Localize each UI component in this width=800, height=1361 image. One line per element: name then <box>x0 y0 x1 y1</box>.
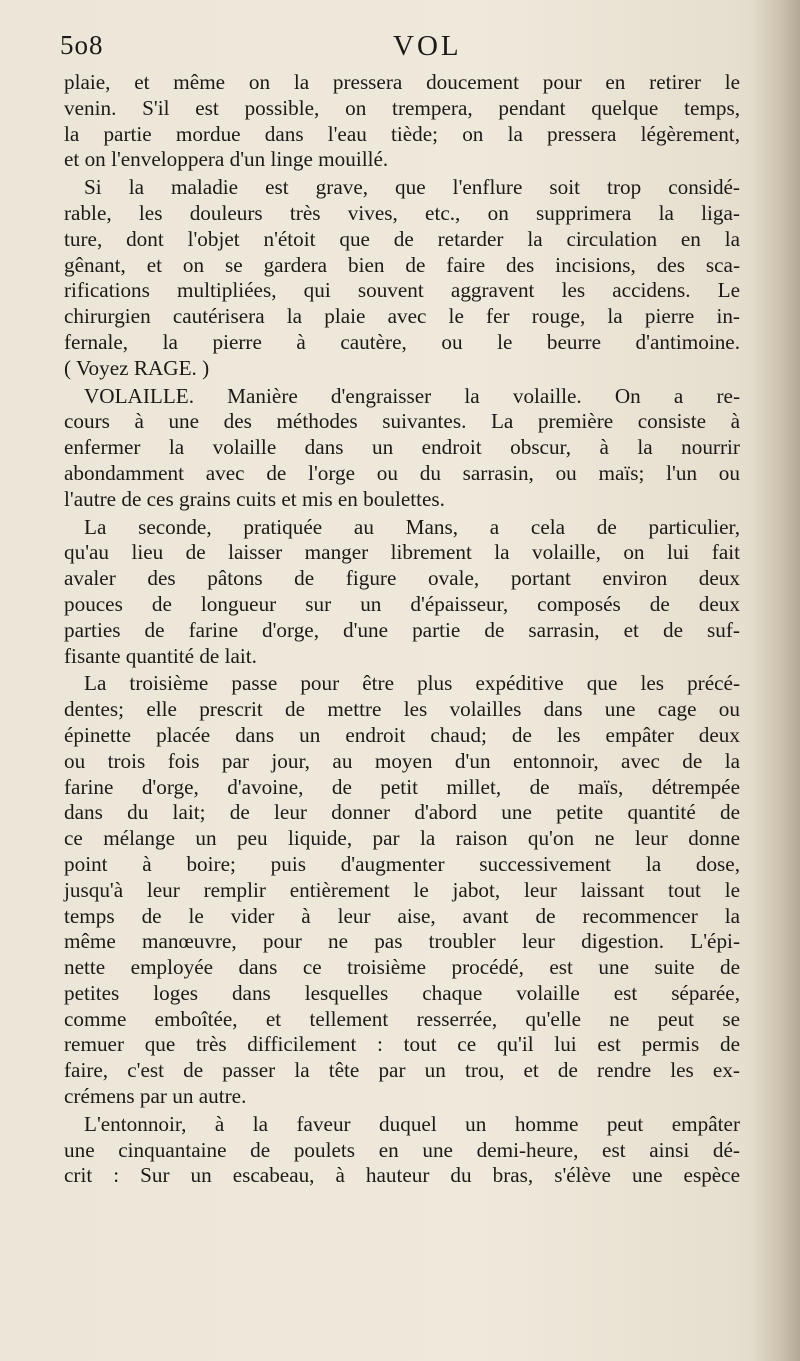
text-line: épinette placée dans un endroit chaud; de les empâter deux <box>64 722 740 747</box>
text-line: L'entonnoir, à la faveur duquel un homme peut empâter <box>84 1111 740 1136</box>
text-line: cours à une des méthodes suivantes. La première consiste à <box>64 409 740 434</box>
text-line: parties de farine d'orge, d'une partie de sarrasin, et de suf- <box>64 617 740 642</box>
running-head: VOL <box>393 30 462 62</box>
text-line: rifications multipliées, qui souvent aggravent les accidens. Le <box>64 278 740 303</box>
paragraph <box>64 1112 740 1189</box>
text-line: jusqu'à leur remplir entièrement le jabot, leur laissant tout le <box>64 877 740 902</box>
text-line: La troisième passe pour être plus expéditive que les précé- <box>84 671 740 696</box>
text-line: temps de le vider à leur aise, avant de recommencer la <box>64 903 740 928</box>
text-line: et on l'enveloppera d'un linge mouillé. <box>64 147 389 172</box>
text-line: ce mélange un peu liquide, par la raison qu'on ne leur donne <box>64 826 740 851</box>
text-line: ( Voyez RAGE. ) <box>64 355 210 380</box>
text-line: fisante quantité de lait. <box>64 643 257 668</box>
text-line: l'autre de ces grains cuits et mis en boulettes. <box>64 486 445 511</box>
text-line: point à boire; puis d'augmenter successivement la dose, <box>64 851 740 876</box>
text-line: dans du lait; de leur donner d'abord une petite quantité de <box>64 800 740 825</box>
text-line: même manœuvre, pour ne pas troubler leur digestion. L'épi- <box>64 929 740 954</box>
paragraph <box>64 384 740 513</box>
text-line: enfermer la volaille dans un endroit obscur, à la nourrir <box>64 435 740 460</box>
text-line: gênant, et on se gardera bien de faire des incisions, des sca- <box>64 252 740 277</box>
paragraph <box>64 515 740 670</box>
text-line: pouces de longueur sur un d'épaisseur, composés de deux <box>64 591 740 616</box>
text-line: avaler des pâtons de figure ovale, portant environ deux <box>64 566 740 591</box>
page-spine-shadow <box>752 0 800 1361</box>
text-line: Si la maladie est grave, que l'enflure soit trop considé- <box>84 175 740 200</box>
text-line: rable, les douleurs très vives, etc., on supprimera la liga- <box>64 200 740 225</box>
text-line: plaie, et même on la pressera doucement pour en retirer le <box>64 70 740 94</box>
text-line: nette employée dans ce troisième procédé, est une suite de <box>64 955 740 980</box>
paragraph <box>64 70 740 173</box>
text-line: remuer que très difficilement : tout ce qu'il lui est permis de <box>64 1032 740 1057</box>
text-line: VOLAILLE. Manière d'engraisser la volaille. On a re- <box>84 383 740 408</box>
text-line: faire, c'est de passer la tête par un trou, et de rendre les ex- <box>64 1058 740 1083</box>
page-header <box>60 26 740 66</box>
text-line: fernale, la pierre à cautère, ou le beurre d'antimoine. <box>64 329 740 354</box>
text-line: une cinquantaine de poulets en une demi-heure, est ainsi dé- <box>64 1137 740 1162</box>
text-line: petites loges dans lesquelles chaque volaille est séparée, <box>64 980 740 1005</box>
text-line: la partie mordue dans l'eau tiède; on la pressera légèrement, <box>64 121 740 146</box>
text-line: qu'au lieu de laisser manger librement la volaille, on lui fait <box>64 540 740 565</box>
text-line: ou trois fois par jour, au moyen d'un entonnoir, avec de la <box>64 748 740 773</box>
text-line: dentes; elle prescrit de mettre les volailles dans une cage ou <box>64 697 740 722</box>
text-line: farine d'orge, d'avoine, de petit millet, de maïs, détrempée <box>64 774 740 799</box>
text-line: ture, dont l'objet n'étoit que de retarder la circulation en la <box>64 226 740 251</box>
text-line: comme emboîtée, et tellement resserrée, qu'elle ne peut se <box>64 1006 740 1031</box>
text-line: venin. S'il est possible, on trempera, pendant quelque temps, <box>64 95 740 120</box>
body-text <box>64 70 740 1189</box>
paragraph <box>64 671 740 1110</box>
text-line: La seconde, pratiquée au Mans, a cela de particulier, <box>84 514 740 539</box>
text-line: crit : Sur un escabeau, à hauteur du bras, s'élève une espèce <box>64 1163 740 1188</box>
text-line: crémens par un autre. <box>64 1084 247 1109</box>
paragraph <box>64 175 740 381</box>
text-line: abondamment avec de l'orge ou du sarrasin, ou maïs; l'un ou <box>64 460 740 485</box>
text-line: chirurgien cautérisera la plaie avec le fer rouge, la pierre in- <box>64 304 740 329</box>
page-number: 5o8 <box>60 30 104 60</box>
